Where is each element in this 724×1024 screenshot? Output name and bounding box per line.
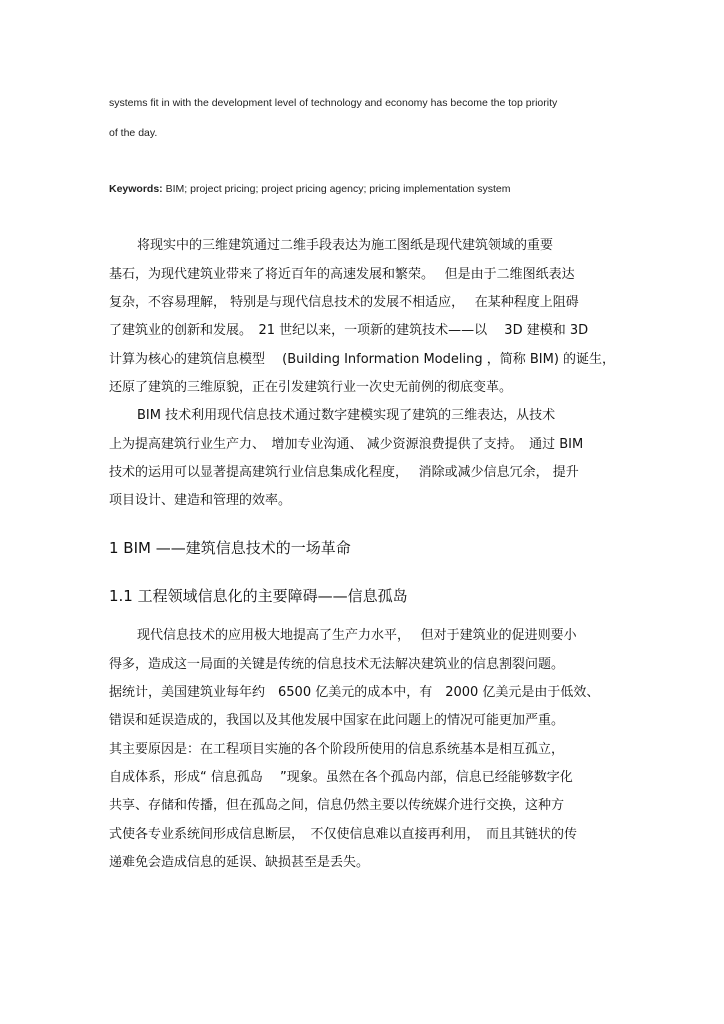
intro-p1-line: 计算为核心的建筑信息模型 (Building Information Modeling ，简称 BIM) 的诞生， [109,352,616,367]
intro-p2-line: 技术的运用可以显著提高建筑行业信息集成化程度， 消除或减少信息冗余， 提升 [109,465,579,480]
intro-p2-line: 项目设计、建造和管理的效率。 [109,493,292,508]
intro-p1-line: 基石，为现代建筑业带来了将近百年的高速发展和繁荣。 但是由于二维图纸表达 [109,267,575,282]
section-1-1-line: 得多，造成这一局面的关键是传统的信息技术无法解决建筑业的信息割裂问题。 [109,657,565,672]
section-1-1-line: 共享、存储和传播，但在孤岛之间，信息仍然主要以传统媒介进行交换，这种方 [109,798,565,813]
section-1-1-line: 自成体系，形成“ 信息孤岛 ”现象。虽然在各个孤岛内部，信息已经能够数字化 [109,770,573,785]
abstract-line-1: systems fit in with the development level of technology and economy has become the top priority [109,97,558,109]
section-1-1-line: 递难免会造成信息的延误、缺损甚至是丢失。 [109,855,370,870]
intro-p1-line: 复杂，不容易理解， 特别是与现代信息技术的发展不相适应， 在某种程度上阻碍 [109,295,579,310]
keywords-label: Keywords: [109,183,163,195]
intro-p2-line: BIM 技术利用现代信息技术通过数字建模实现了建筑的三维表达，从技术 [137,408,556,423]
keywords-text: BIM; project pricing; project pricing agency; pricing implementation system [162,183,511,195]
section-1-1-line: 错误和延误造成的，我国以及其他发展中国家在此问题上的情况可能更加严重。 [109,713,565,728]
section-1-1-line: 据统计，美国建筑业每年约 6500 亿美元的成本中，有 2000 亿美元是由于低效、 [109,685,600,700]
intro-p1-line: 将现实中的三维建筑通过二维手段表达为施工图纸是现代建筑领域的重要 [137,238,554,253]
keywords-line [109,183,511,195]
abstract-line-2: of the day. [109,127,158,139]
section-1-1-heading: 1.1 工程领域信息化的主要障碍——信息孤岛 [109,587,408,605]
intro-p2-line: 上为提高建筑行业生产力、 增加专业沟通、 减少资源浪费提供了支持。 通过 BIM [109,437,584,452]
section-1-1-line: 现代信息技术的应用极大地提高了生产力水平， 但对于建筑业的促进则要小 [137,628,577,643]
section-1-heading: 1 BIM ——建筑信息技术的一场革命 [109,539,351,557]
section-1-1-line: 其主要原因是：在工程项目实施的各个阶段所使用的信息系统基本是相互孤立， [109,742,565,757]
intro-p1-line: 还原了建筑的三维原貌，正在引发建筑行业一次史无前例的彻底变革。 [109,380,513,395]
section-1-1-line: 式使各专业系统间形成信息断层， 不仅使信息难以直接再利用， 而且其链状的传 [109,827,578,842]
intro-p1-line: 了建筑业的创新和发展。 21 世纪以来，一项新的建筑技术——以 3D 建模和 3D [109,323,589,338]
